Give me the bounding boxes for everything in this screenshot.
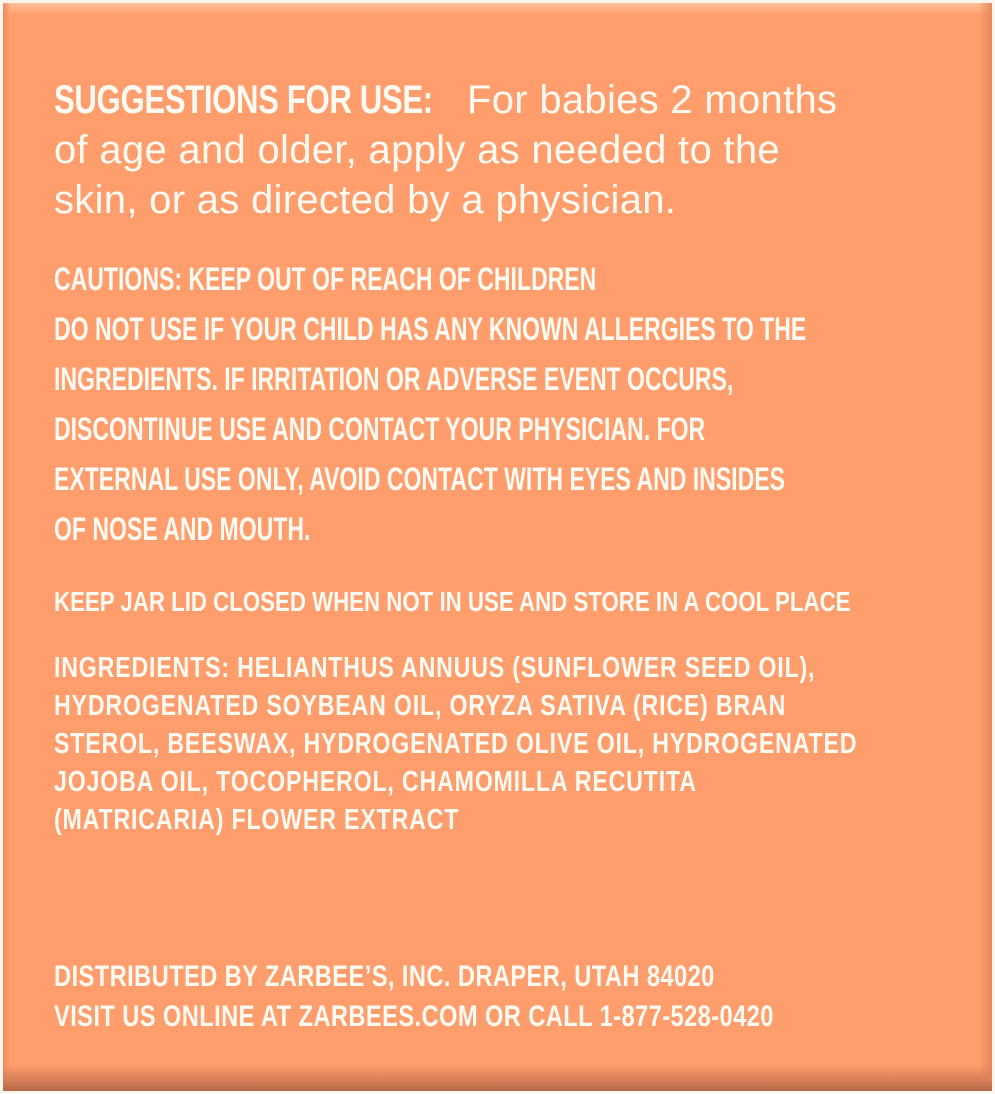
right-edge-shade <box>978 3 992 1091</box>
distributor-info: DISTRIBUTED BY ZARBEE’S, INC. DRAPER, UTAH 84020 <box>54 960 715 993</box>
contact-info: VISIT US ONLINE AT ZARBEES.COM OR CALL 1-877-528-0420 <box>54 1000 774 1033</box>
suggestions-line-3: skin, or as directed by a physician. <box>54 178 677 222</box>
cautions-line-4: DISCONTINUE USE AND CONTACT YOUR PHYSICIAN. FOR <box>54 411 706 447</box>
ingredients-line-4: JOJOBA OIL, TOCOPHEROL, CHAMOMILLA RECUTITA <box>54 766 697 798</box>
cautions-line-5: EXTERNAL USE ONLY, AVOID CONTACT WITH EYES AND INSIDES <box>54 461 785 497</box>
suggestions-text-1: For babies 2 months <box>455 78 838 122</box>
suggestions-line-2: of age and older, apply as needed to the <box>54 128 780 172</box>
suggestions-heading: SUGGESTIONS FOR USE: <box>54 78 433 122</box>
left-edge-shade <box>3 3 11 1091</box>
product-label-panel <box>3 3 992 1091</box>
cautions-line-6: OF NOSE AND MOUTH. <box>54 511 311 547</box>
ingredients-line-1: INGREDIENTS: HELIANTHUS ANNUUS (SUNFLOWER SEED OIL), <box>54 652 816 684</box>
ingredients-line-3: STEROL, BEESWAX, HYDROGENATED OLIVE OIL, HYDROGENATED <box>54 728 858 760</box>
cautions-line-2: DO NOT USE IF YOUR CHILD HAS ANY KNOWN ALLERGIES TO THE <box>54 311 807 347</box>
cautions-line-3: INGREDIENTS. IF IRRITATION OR ADVERSE EVENT OCCURS, <box>54 361 734 397</box>
storage-instruction: KEEP JAR LID CLOSED WHEN NOT IN USE AND STORE IN A COOL PLACE <box>54 586 851 617</box>
suggestions-for-use <box>54 75 934 225</box>
ingredients-line-5: (MATRICARIA) FLOWER EXTRACT <box>54 804 460 836</box>
ingredients-line-2: HYDROGENATED SOYBEAN OIL, ORYZA SATIVA (RICE) BRAN <box>54 690 787 722</box>
cautions-heading: CAUTIONS: KEEP OUT OF REACH OF CHILDREN <box>54 261 597 297</box>
suggestions-line-1 <box>54 75 934 125</box>
